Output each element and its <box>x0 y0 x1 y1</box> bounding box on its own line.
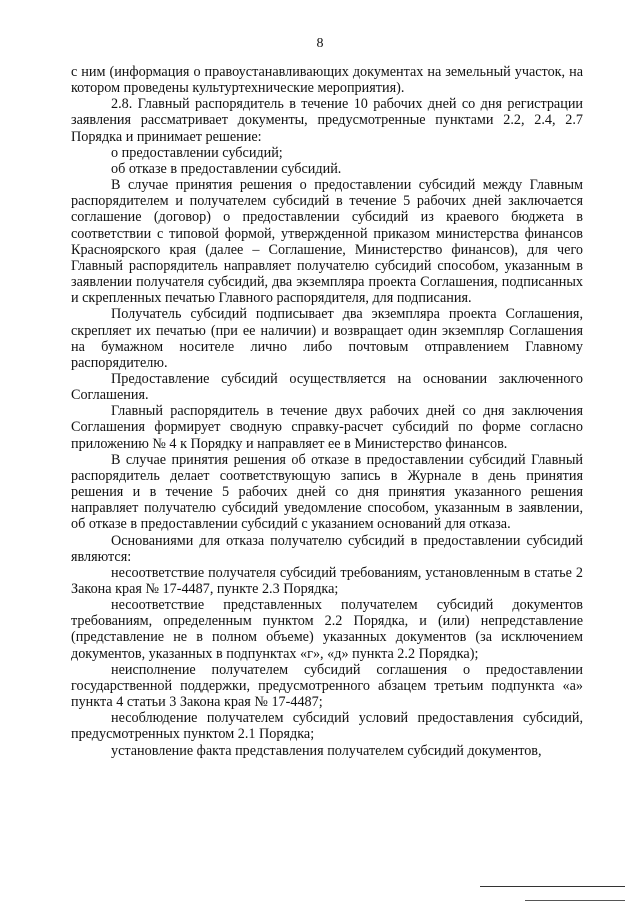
refusal-ground-item: несоответствие представленных получателем субсидий документов требованиям, определенным пунктом 2.2 Порядка, и (или) непредставление (представление не в полном объеме) указанных документов (за исключением документов, указанных в подпунктах «г», «д» пункта 2.2 Порядка); <box>71 597 583 662</box>
refusal-ground-item: установление факта представления получателем субсидий документов, <box>111 742 542 759</box>
page-number: 8 <box>316 36 324 51</box>
decision-option-refusal: об отказе в предоставлении субсидий. <box>111 160 342 177</box>
paragraph-recipient-signs: Получатель субсидий подписывает два экземпляра проекта Соглашения, скрепляет их печатью (при ее наличии) и возвращает один экземпляр Соглашения на бумажном носителе лично либо почтовым отправлением Главному распорядителю. <box>71 306 583 371</box>
paragraph-2-8: 2.8. Главный распорядитель в течение 10 рабочих дней со дня регистрации заявления рассматривает документы, предусмотренные пунктами 2.2, 2.4, 2.7 Порядка и принимает решение: <box>71 96 583 145</box>
paragraph-agreement: В случае принятия решения о предоставлении субсидий между Главным распорядителем и получателем субсидий в течение 5 рабочих дней заключается соглашение (договор) о предоставлении субсидий из краевого бюджета в соответствии с типовой формой, утвержденной приказом министерства финансов Красноярского края (далее – Соглашение, Министерство финансов), для чего Главный распорядитель направляет получателю субсидий способом, указанным в заявлении получателя субсидий, два экземпляра проекта Соглашения, подписанных и скрепленных печатью Главного распорядителя, для подписания. <box>71 177 583 307</box>
paragraph-provision-basis: Предоставление субсидий осуществляется на основании заключенного Соглашения. <box>71 370 583 404</box>
footer-rule-short <box>525 900 625 901</box>
paragraph-summary-reference: Главный распорядитель в течение двух рабочих дней со дня заключения Соглашения формирует сводную справку-расчет субсидий по форме согласно приложению № 4 к Порядку и направляет ее в Министерство финансов. <box>71 403 583 452</box>
refusal-ground-item: несоблюдение получателем субсидий условий предоставления субсидий, предусмотренных пунктом 2.1 Порядка; <box>71 710 583 743</box>
paragraph-refusal-grounds-intro: Основаниями для отказа получателю субсидий в предоставлении субсидий являются: <box>71 532 583 565</box>
paragraph-continuation: с ним (информация о правоустанавливающих документах на земельный участок, на котором проведены культуртехнические мероприятия). <box>71 64 583 97</box>
footer-rule <box>480 886 625 887</box>
document-body <box>71 64 583 759</box>
refusal-ground-item: несоответствие получателя субсидий требованиям, установленным в статье 2 Закона края № 17-4487, пункте 2.3 Порядка; <box>71 564 583 597</box>
decision-option-grant: о предоставлении субсидий; <box>111 144 283 161</box>
refusal-ground-item: неисполнение получателем субсидий соглашения о предоставлении государственной поддержки, предусмотренного абзацем третьим подпункта «а» пункта 4 статьи 3 Закона края № 17-4487; <box>71 661 583 711</box>
paragraph-refusal-procedure: В случае принятия решения об отказе в предоставлении субсидий Главный распорядитель делает соответствующую запись в Журнале в день принятия решения и в течение 5 рабочих дней со дня принятия указанного решения направляет получателю субсидий уведомление способом, указанным в заявлении, об отказе в предоставлении субсидий с указанием оснований для отказа. <box>71 451 583 533</box>
